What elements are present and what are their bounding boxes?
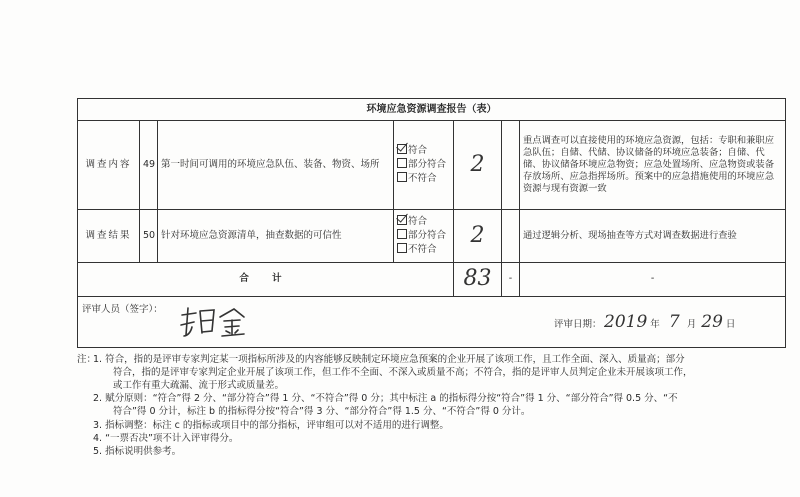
option-nonconform[interactable]: 不符合	[397, 243, 450, 257]
blank-cell	[502, 210, 520, 263]
item-number: 49	[140, 121, 158, 210]
checked-box-icon[interactable]	[397, 144, 407, 154]
footnote-line: 2. 赋分原则：“符合”得 2 分、“部分符合”得 1 分、“不符合”得 0 分；其中标注 a 的指标得分按“符合”得 1 分、“部分符合”得 0.5 分、“不	[93, 393, 678, 405]
explanation-cell: 通过逻辑分析、现场抽查等方式对调查数据进行查验	[520, 210, 786, 263]
footnote-prefix: 注：	[77, 354, 97, 365]
item-description: 针对环境应急资源清单，抽查数据的可信性	[158, 210, 394, 263]
total-score: 83	[454, 263, 502, 297]
category-cell: 调查结果	[78, 210, 140, 263]
blank-cell	[502, 121, 520, 210]
signature-cell	[78, 296, 786, 347]
checkbox-icon[interactable]	[397, 158, 407, 168]
checked-box-icon[interactable]	[397, 215, 407, 225]
table-row	[78, 210, 786, 263]
footnote-line: 4. “一票否决”项不计入评审得分。	[93, 432, 239, 444]
item-description: 第一时间可调用的环境应急队伍、装备、物资、场所	[158, 121, 394, 210]
footnote-line: 1. 符合，指的是评审专家判定某一项指标所涉及的内容能够反映制定环境应急预案的企业开展了该项工作，且工作全面、深入、质量高；部分	[93, 354, 685, 365]
option-group	[394, 121, 454, 210]
table-row	[78, 121, 786, 210]
date-label: 评审日期：	[554, 318, 602, 330]
category-cell: 调查内容	[78, 121, 140, 210]
year-unit: 年	[650, 318, 660, 330]
date-year: 2019	[604, 311, 648, 332]
option-group	[394, 210, 454, 263]
total-label: 合 计	[78, 263, 454, 297]
checkbox-icon[interactable]	[397, 229, 407, 239]
score-cell: 2	[454, 121, 502, 210]
footnotes	[77, 353, 777, 458]
form-title: 环境应急资源调查报告（表）	[78, 99, 786, 121]
option-nonconform[interactable]: 不符合	[397, 172, 450, 186]
review-date	[604, 311, 735, 333]
option-conform[interactable]: 符合	[397, 144, 450, 158]
footnote-line: 符合，指的是评审专家判定企业开展了该项工作，但工作不全面、不深入或质量不高；不符合，指的是评审人员判定企业未开展该项工作，	[113, 367, 693, 379]
checkbox-icon[interactable]	[397, 243, 407, 253]
date-day: 29	[701, 311, 723, 332]
item-number: 50	[140, 210, 158, 263]
option-conform[interactable]: 符合	[397, 215, 450, 229]
checkbox-icon[interactable]	[397, 172, 407, 182]
footnote-line: 3. 指标调整：标注 c 的指标或项目中的部分指标，评审组可以对不适用的进行调整。	[93, 419, 449, 431]
footnote-line: 符合”得 0 分计，标注 b 的指标得分按“符合”得 3 分、“部分符合”得 1.5 分、“不符合”得 0 分计。	[113, 406, 531, 418]
total-dash: -	[502, 263, 520, 297]
month-unit: 月	[686, 318, 697, 330]
option-partial[interactable]: 部分符合	[397, 158, 450, 172]
footnote-line: 5. 指标说明供参考。	[93, 445, 182, 457]
date-month: 7	[668, 311, 680, 332]
day-unit: 日	[725, 318, 736, 330]
score-cell: 2	[454, 210, 502, 263]
reviewer-label: 评审人员（签字）：	[82, 303, 163, 315]
handwritten-signature-icon	[178, 305, 248, 339]
explanation-cell: 重点调查可以直接使用的环境应急资源，包括：专职和兼职应急队伍；自储、代储、协议储备的环境应急装备；自储、代储、协议储备环境应急物资；应急处置场所、应急物资或装备存放场所、应急指挥场所。预案中的应急措施使用的环境应急资源与现有资源一致	[520, 121, 786, 210]
footnote-line: 或工作有重大疏漏、流于形式或质量差。	[113, 380, 285, 392]
reviewer-signature	[178, 305, 248, 343]
option-partial[interactable]: 部分符合	[397, 229, 450, 243]
total-row	[78, 263, 786, 297]
signature-row	[78, 296, 786, 347]
emergency-resource-table	[77, 98, 786, 348]
total-dash: -	[520, 263, 786, 297]
